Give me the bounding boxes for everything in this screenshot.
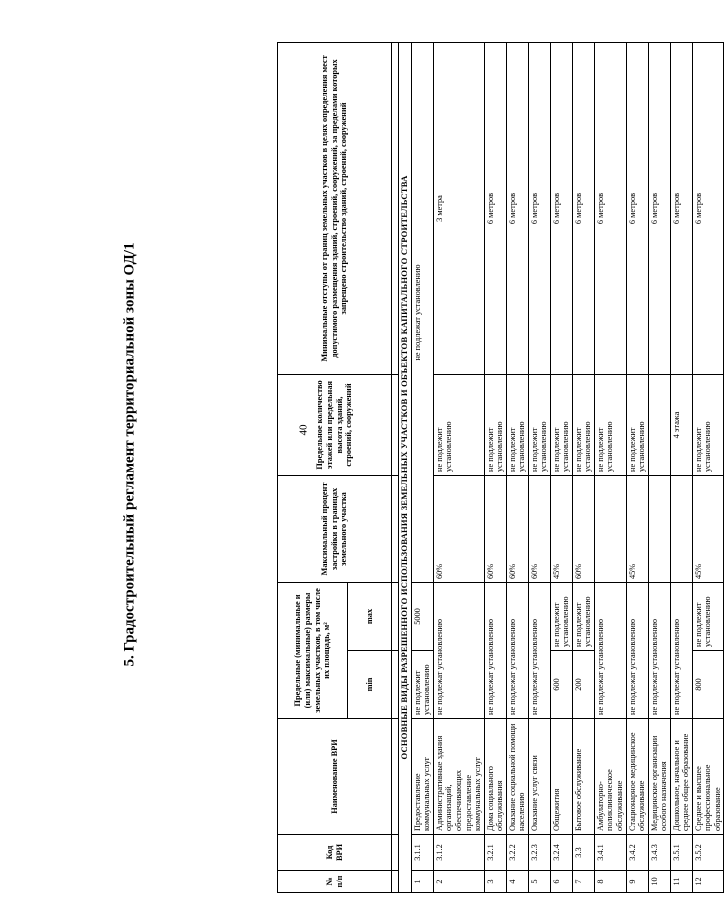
colnum-cell	[392, 871, 399, 893]
row-name: Среднее и высшее профессиональное образование	[692, 719, 724, 835]
page-heading: 5. Градостроительный регламент территориальной зоны ОД/1	[121, 242, 138, 667]
row-num: 9	[626, 871, 648, 893]
row-code: 3.1.1	[411, 835, 433, 871]
colnum-cell	[392, 835, 399, 871]
row-setback: 6 метров	[594, 43, 626, 375]
row-percent: 60%	[484, 476, 506, 583]
regulation-table-container	[277, 43, 722, 893]
row-num: 3	[484, 871, 506, 893]
row-setback: 6 метров	[670, 43, 692, 375]
column-number-row	[392, 43, 399, 893]
row-num: 1	[411, 871, 433, 893]
row-name: Медицинские организации особого назначения	[648, 719, 670, 835]
row-name: Дошкольное, начальное и среднее общее образование	[670, 719, 692, 835]
row-code: 3.4.3	[648, 835, 670, 871]
row-minmax: не подлежат установлению	[594, 583, 626, 719]
table-row	[433, 43, 484, 893]
header-max: max	[348, 583, 392, 651]
row-setback: 6 метров	[484, 43, 506, 375]
table-row	[550, 43, 572, 893]
row-max: не подлежит установлению	[550, 583, 572, 651]
row-min: не подлежит установлению	[411, 651, 433, 719]
header-floors: Предельное количество этажей или предельная высота зданий, строений, сооружений	[278, 375, 392, 476]
row-code: 3.5.1	[670, 835, 692, 871]
row-max: не подлежит установлению	[572, 583, 594, 651]
row-minmax: не подлежат установлению	[626, 583, 648, 719]
row-code: 3.4.1	[594, 835, 626, 871]
row-setback: 6 метров	[506, 43, 528, 375]
row-setback: 6 метров	[692, 43, 724, 375]
section-title: ОСНОВНЫЕ ВИДЫ РАЗРЕШЕННОГО ИСПОЛЬЗОВАНИЯ ЗЕМЕЛЬНЫХ УЧАСТКОВ И ОБЪЕКТОВ КАПИТАЛЬНОГО СТРОИТЕЛЬСТВА	[399, 43, 412, 893]
row-setback: 6 метров	[528, 43, 550, 375]
row-name: Бытовое обслуживание	[572, 719, 594, 835]
table-row	[670, 43, 692, 893]
row-minmax: не подлежат установлению	[670, 583, 692, 719]
table-row	[528, 43, 550, 893]
table-row	[594, 43, 626, 893]
row-floors: 4 этажа	[670, 375, 692, 476]
row-code: 3.4.2	[626, 835, 648, 871]
row-percent: 45%	[692, 476, 724, 583]
row-percent: 60%	[528, 476, 550, 583]
row-min: 600	[550, 651, 572, 719]
page-number: 40	[297, 424, 310, 436]
row-minmax: не подлежат установлению	[528, 583, 550, 719]
row-percent: 45%	[550, 476, 572, 583]
header-code: Код ВРИ	[278, 835, 392, 871]
row-num: 8	[594, 871, 626, 893]
header-percent: Максимальный процент застройки в границах земельного участка	[278, 476, 392, 583]
row-floors-setback: не подлежат установлению	[411, 43, 433, 583]
row-floors: не подлежит установлению	[528, 375, 550, 476]
row-minmax: не подлежат установлению	[648, 583, 670, 719]
row-max: 5000	[411, 583, 433, 651]
header-setback: Минимальные отступы от границ земельных участков в целях определения мест допустимого размещения зданий, строений, сооружений, за пределами которых запрещено строительство зданий, строений, сооружений	[278, 43, 392, 375]
colnum-cell	[392, 43, 399, 375]
table-row	[411, 43, 433, 893]
header-num: № п/п	[278, 871, 392, 893]
row-percent: 60%	[506, 476, 528, 583]
header-min: min	[348, 651, 392, 719]
row-percent-empty	[670, 476, 692, 583]
row-max: не подлежит установлению	[692, 583, 724, 651]
table-row	[626, 43, 648, 893]
row-num: 10	[648, 871, 670, 893]
row-num: 4	[506, 871, 528, 893]
row-num: 5	[528, 871, 550, 893]
row-percent: 60%	[572, 476, 594, 583]
table-row	[692, 43, 724, 893]
row-percent-empty	[648, 476, 670, 583]
colnum-cell	[392, 476, 399, 583]
row-percent: 45%	[626, 476, 648, 583]
row-num: 11	[670, 871, 692, 893]
colnum-cell	[392, 583, 399, 651]
table-row	[648, 43, 670, 893]
row-percent-empty	[594, 476, 626, 583]
row-floors: не подлежит установлению	[594, 375, 626, 476]
row-min: 800	[692, 651, 724, 719]
row-floors-empty	[648, 375, 670, 476]
row-floors: не подлежит установлению	[572, 375, 594, 476]
row-num: 7	[572, 871, 594, 893]
row-name: Административные здания организаций, обеспечивающих предоставление коммунальных услуг	[433, 719, 484, 835]
row-num: 12	[692, 871, 724, 893]
row-percent: 60%	[433, 476, 484, 583]
colnum-cell	[392, 651, 399, 719]
row-name: Амбулаторно-поликлиническое обслуживание	[594, 719, 626, 835]
row-name: Стационарное медицинское обслуживание	[626, 719, 648, 835]
row-num: 2	[433, 871, 484, 893]
row-setback: 6 метров	[572, 43, 594, 375]
row-code: 3.2.4	[550, 835, 572, 871]
row-floors: не подлежит установлению	[433, 375, 484, 476]
row-name: Оказание социальной помощи населению	[506, 719, 528, 835]
header-name: Наименование ВРИ	[278, 719, 392, 835]
row-setback: 6 метров	[648, 43, 670, 375]
row-floors: не подлежит установлению	[484, 375, 506, 476]
row-name: Предоставление коммунальных услуг	[411, 719, 433, 835]
row-code: 3.1.2	[433, 835, 484, 871]
table-row	[572, 43, 594, 893]
row-code: 3.2.2	[506, 835, 528, 871]
row-floors: не подлежит установлению	[626, 375, 648, 476]
colnum-cell	[392, 719, 399, 835]
row-floors: не подлежит установлению	[692, 375, 724, 476]
row-setback: 6 метров	[550, 43, 572, 375]
row-minmax: не подлежат установлению	[484, 583, 506, 719]
row-code: 3.2.1	[484, 835, 506, 871]
row-name: Дома социального обслуживания	[484, 719, 506, 835]
colnum-cell	[392, 375, 399, 476]
table-row	[506, 43, 528, 893]
row-minmax: не подлежат установлению	[506, 583, 528, 719]
row-code: 3.3	[572, 835, 594, 871]
table-row	[484, 43, 506, 893]
row-min: 200	[572, 651, 594, 719]
row-setback: 6 метров	[626, 43, 648, 375]
regulation-table	[277, 42, 724, 893]
header-size-group: Предельные (минимальные и (или) максимальные) размеры земельных участков, в том числе их площадь, м²	[278, 583, 348, 719]
row-floors: не подлежит установлению	[506, 375, 528, 476]
row-code: 3.2.3	[528, 835, 550, 871]
row-code: 3.5.2	[692, 835, 724, 871]
row-setback: 3 метра	[433, 43, 484, 375]
row-name: Оказание услуг связи	[528, 719, 550, 835]
row-minmax: не подлежат установлению	[433, 583, 484, 719]
section-row	[399, 43, 412, 893]
row-name: Общежития	[550, 719, 572, 835]
row-num: 6	[550, 871, 572, 893]
header-row-1	[278, 43, 348, 893]
row-floors: не подлежит установлению	[550, 375, 572, 476]
